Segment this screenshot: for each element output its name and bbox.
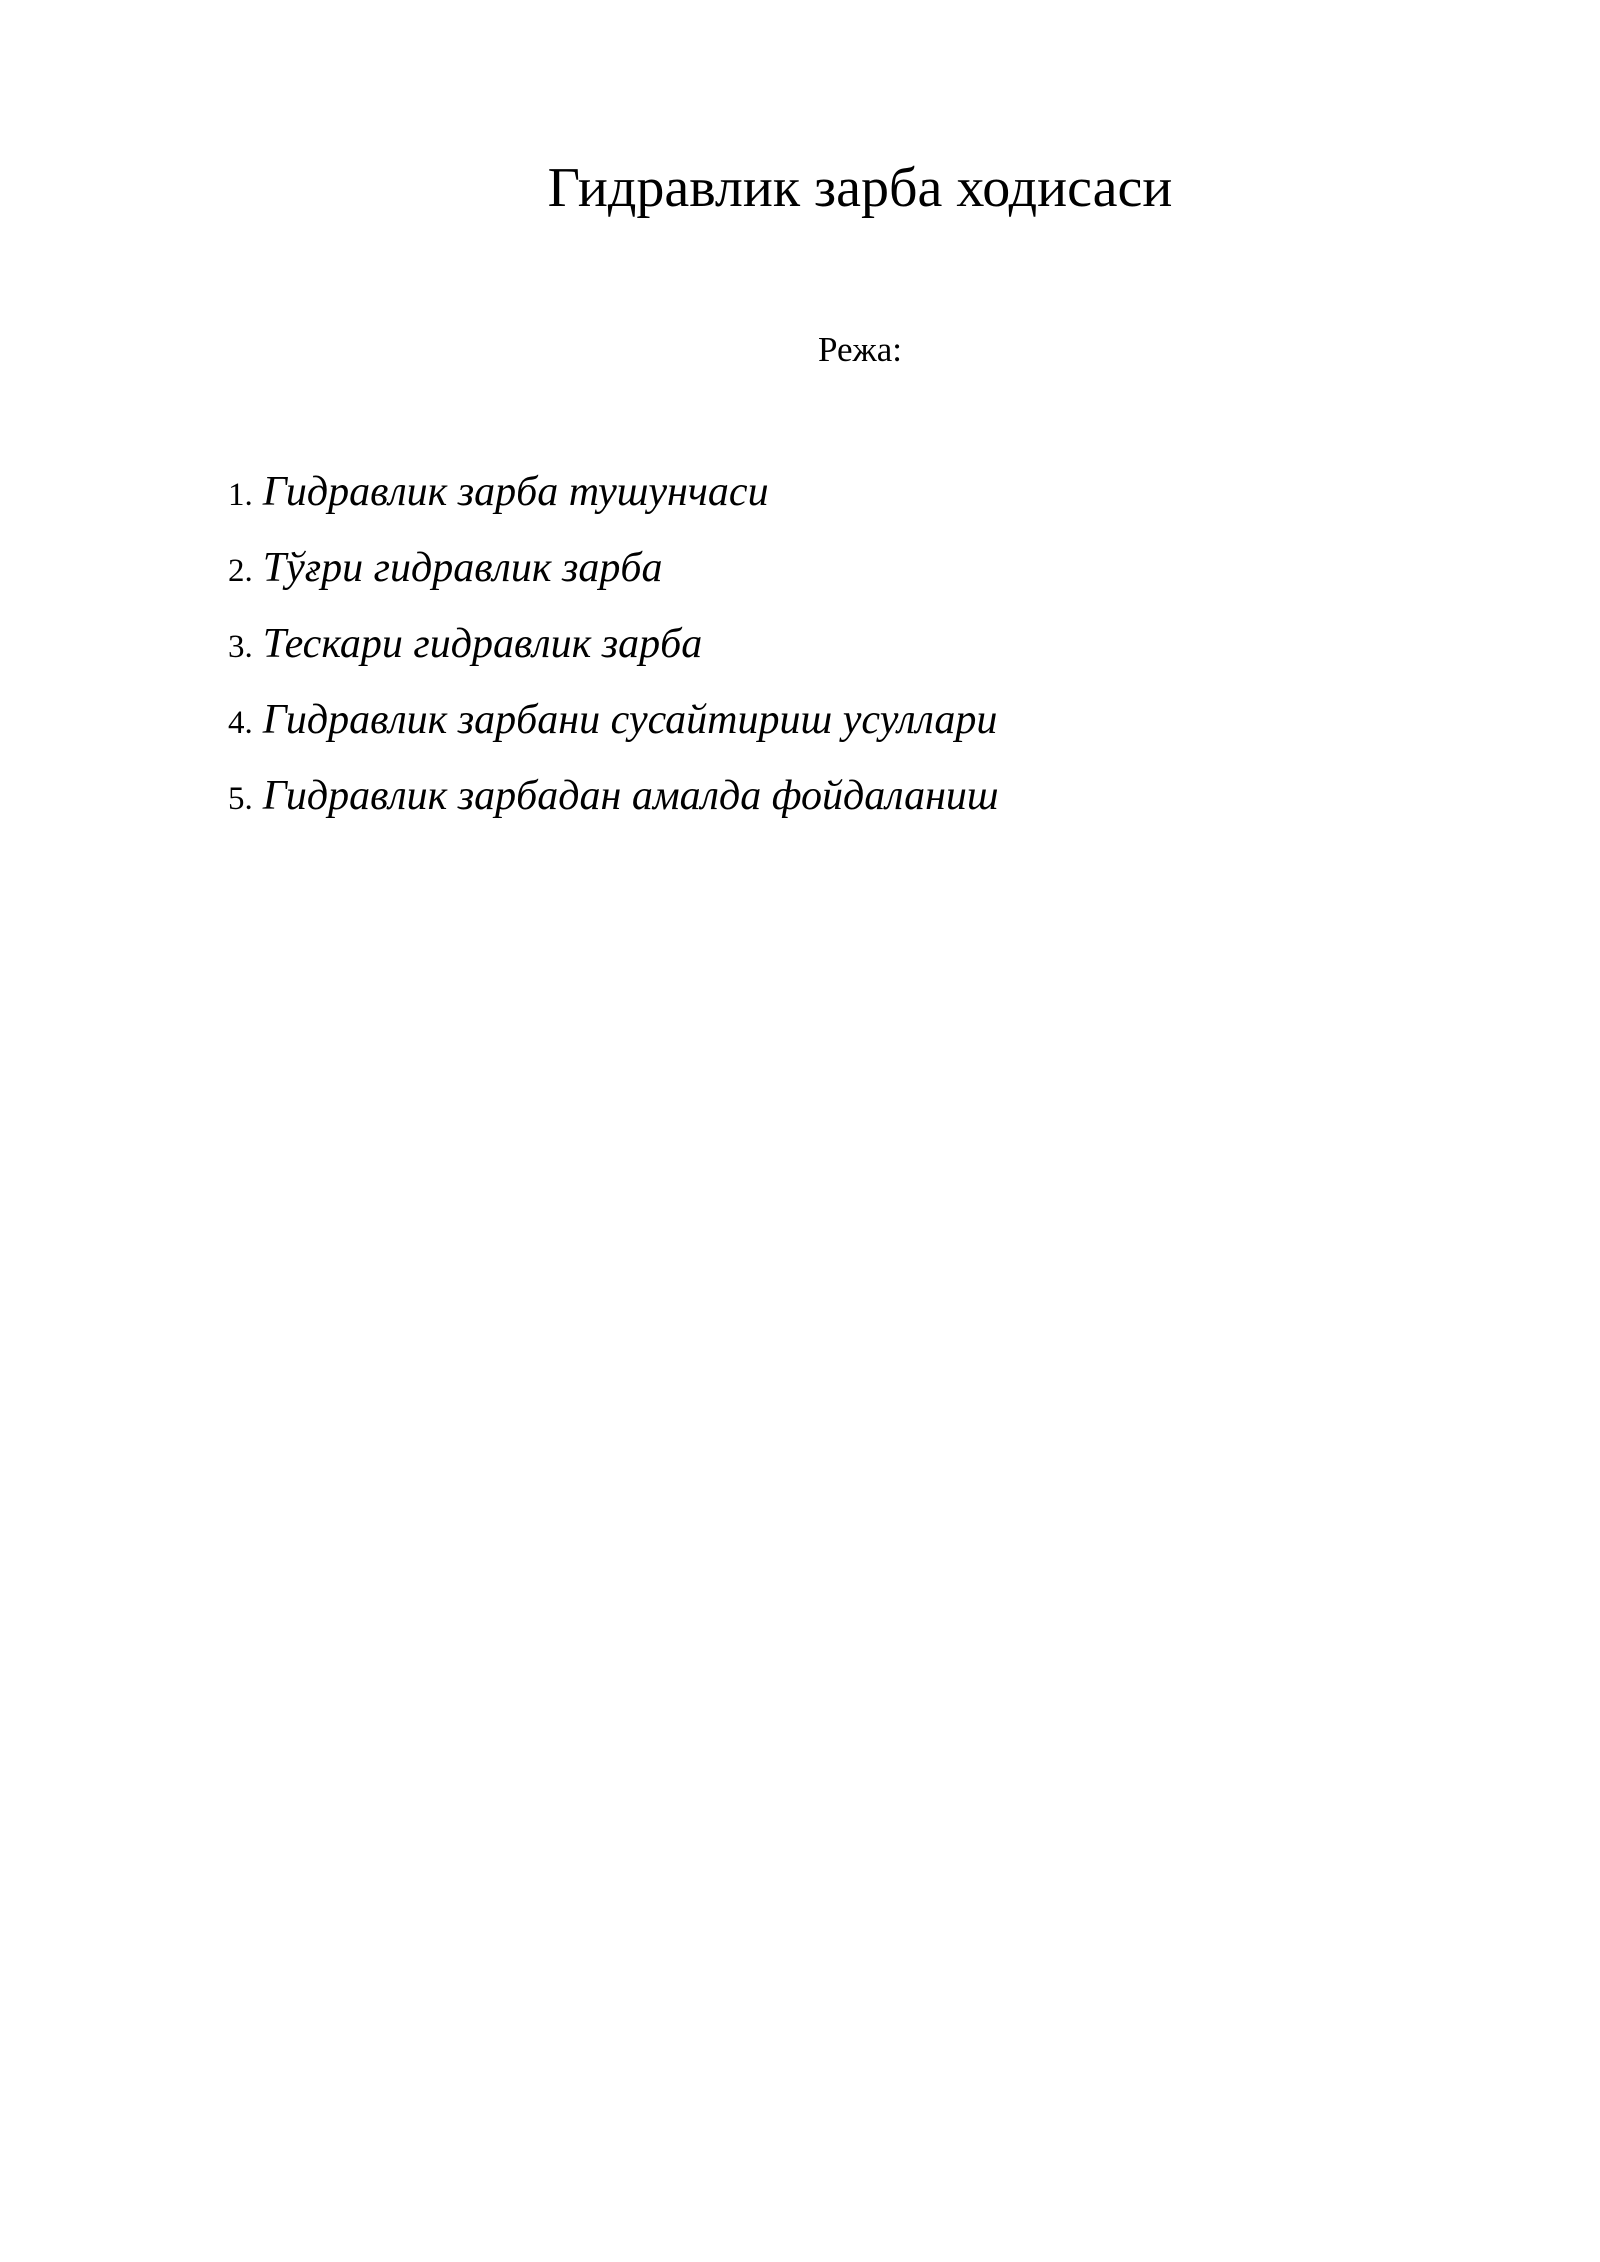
plan-item [228, 766, 999, 842]
plan-item [228, 462, 999, 538]
plan-item-number: 3. [228, 629, 253, 665]
document-title: Гидравлик зарба ходисаси [547, 157, 1173, 219]
plan-item-text: Тўғри гидравлик зарба [262, 545, 663, 591]
plan-item-number: 5. [228, 781, 253, 817]
plan-item-text: Гидравлик зарбадан амалда фойдаланиш [262, 773, 999, 819]
plan-item-number: 4. [228, 705, 253, 741]
plan-item [228, 614, 999, 690]
plan-item-text: Гидравлик зарба тушунчаси [262, 469, 769, 515]
plan-item [228, 538, 999, 614]
plan-item-text: Тескари гидравлик зарба [262, 621, 703, 667]
plan-item-text: Гидравлик зарбани сусайтириш усуллари [262, 697, 998, 743]
plan-item-number: 2. [228, 553, 253, 589]
plan-item-number: 1. [228, 477, 253, 513]
plan-list [228, 462, 999, 842]
plan-item [228, 690, 999, 766]
plan-heading: Режа: [818, 330, 902, 369]
